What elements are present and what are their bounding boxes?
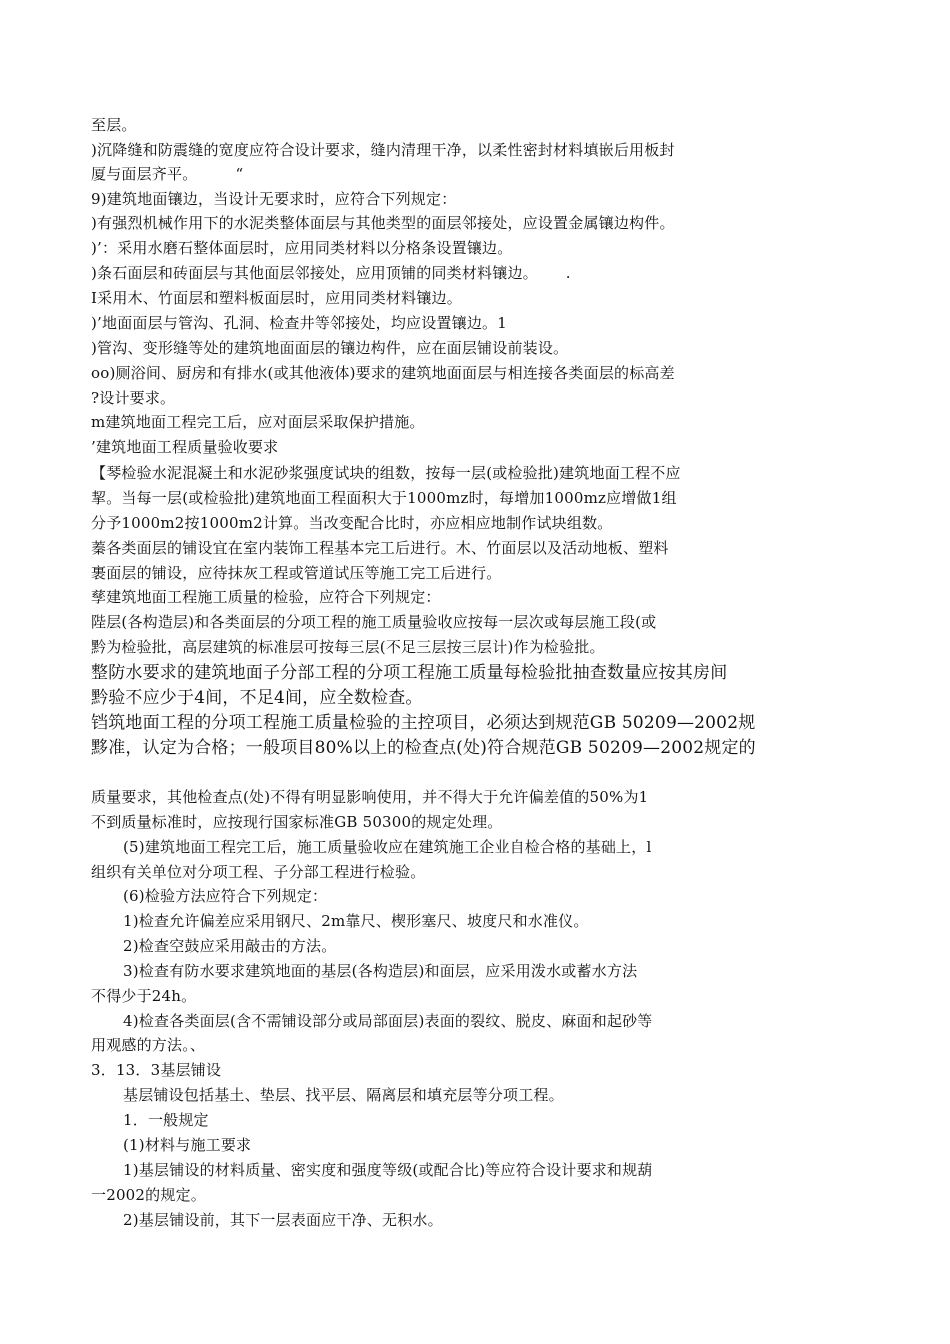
text-line: 9)建筑地面镶边，当设计无要求时，应符合下列规定：: [91, 190, 457, 208]
text-line: 裹面层的铺设，应待抹灰工程或管道试压等施工完工后进行。: [91, 564, 502, 582]
text-line: 组织有关单位对分项工程、子分部工程进行检验。: [91, 863, 426, 881]
text-line: 挈。当每一层(或检验批)建筑地面工程面积大于1000mz时，每增加1000mz应增做1组: [91, 489, 677, 507]
text-line: )’：采用水磨石整体面层时，应用同类材料以分格条设置镶边。: [91, 239, 513, 257]
text-line: 2)检查空鼓应采用敲击的方法。: [123, 937, 337, 955]
text-line: (5)建筑地面工程完工后，施工质量验收应在建筑施工企业自检合格的基础上，l: [123, 838, 652, 856]
text-line: (1)材料与施工要求: [123, 1136, 252, 1154]
text-line: 4)检查各类面层(含不需铺设部分或局部面层)表面的裂纹、脱皮、麻面和起砂等: [123, 1012, 653, 1030]
text-line: 黔为检验批，高层建筑的标准层可按每三层(不足三层按三层计)作为检验批。: [91, 638, 605, 656]
text-line: 蓁各类面层的铺设宜在室内装饰工程基本完工后进行。木、竹面层以及活动地板、塑料: [91, 539, 669, 557]
text-line: )’地面面层与管沟、孔洞、检查井等邻接处，均应设置镶边。1: [91, 314, 507, 332]
text-line: 3)检查有防水要求建筑地面的基层(各构造层)和面层，应采用泼水或蓄水方法: [123, 962, 638, 980]
text-line: 黔验不应少于4间，不足4间，应全数检查。: [91, 688, 423, 708]
text-line: 用观感的方法。、: [91, 1036, 206, 1054]
text-line: 整防水要求的建筑地面子分部工程的分项工程施工质量每检验批抽查数量应按其房间: [91, 663, 728, 683]
text-line: 孳建筑地面工程施工质量的检验，应符合下列规定：: [91, 588, 441, 606]
text-line: 2)基层铺设前，其下一层表面应干净、无积水。: [123, 1211, 443, 1229]
text-line: 厦与面层齐平。 “: [91, 165, 244, 183]
text-line: )管沟、变形缝等处的建筑地面面层的镶边构件，应在面层铺设前装设。: [91, 339, 569, 357]
text-line: 1)基层铺设的材料质量、密实度和强度等级(或配合比)等应符合设计要求和规葫: [123, 1161, 653, 1179]
text-line: 1)检查允许偏差应采用钢尺、2m靠尺、楔形塞尺、坡度尺和水准仪。: [123, 912, 589, 930]
text-line: 至层。: [91, 116, 137, 134]
text-line: )条石面层和砖面层与其他面层邻接处，应用顶铺的同类材料镶边。 .: [91, 264, 571, 282]
text-line: 一2002的规定。: [91, 1186, 206, 1204]
text-line: 铛筑地面工程的分项工程施工质量检验的主控项目，必须达到规范GB 50209—2002规: [91, 713, 756, 733]
text-line: )有强烈机械作用下的水泥类整体面层与其他类型的面层邻接处，应设置金属镶边构件。: [91, 214, 675, 232]
text-line: (6)检验方法应符合下列规定：: [123, 887, 328, 905]
text-line: 陛层(各构造层)和各类面层的分项工程的施工质量验收应按每一层次或每层施工段(或: [91, 613, 657, 631]
section-heading: ’建筑地面工程质量验收要求: [91, 438, 279, 456]
text-line: 黟准，认定为合格；一般项目80%以上的检查点(处)符合规范GB 50209—2002规定的: [91, 738, 756, 758]
text-line: ?设计要求。: [91, 389, 176, 407]
text-line: 质量要求，其他检查点(处)不得有明显影响使用，并不得大于允许偏差值的50%为1: [91, 788, 649, 806]
text-line: oo)厕浴间、厨房和有排水(或其他液体)要求的建筑地面面层与相连接各类面层的标高差: [91, 364, 675, 382]
subsection-heading: 1．一般规定: [123, 1111, 209, 1129]
text-line: 基层铺设包括基土、垫层、找平层、隔离层和填充层等分项工程。: [123, 1086, 564, 1104]
text-line: I采用木、竹面层和塑料板面层时，应用同类材料镶边。: [91, 289, 462, 307]
text-line: 【琴检验水泥混凝土和水泥砂浆强度试块的组数，按每一层(或检验批)建筑地面工程不应: [91, 464, 681, 482]
text-line: m建筑地面工程完工后，应对面层采取保护措施。: [91, 413, 425, 431]
section-heading: 3．13．3基层铺设: [91, 1061, 222, 1079]
text-line: )沉降缝和防震缝的宽度应符合设计要求，缝内清理干净，以柔性密封材料填嵌后用板封: [91, 141, 675, 159]
text-line: 不到质量标准时，应按现行国家标准GB 50300的规定处理。: [91, 813, 503, 831]
text-line: 分予1000m2按1000m2计算。当改变配合比时，亦应相应地制作试块组数。: [91, 514, 613, 532]
text-line: 不得少于24h。: [91, 987, 197, 1005]
